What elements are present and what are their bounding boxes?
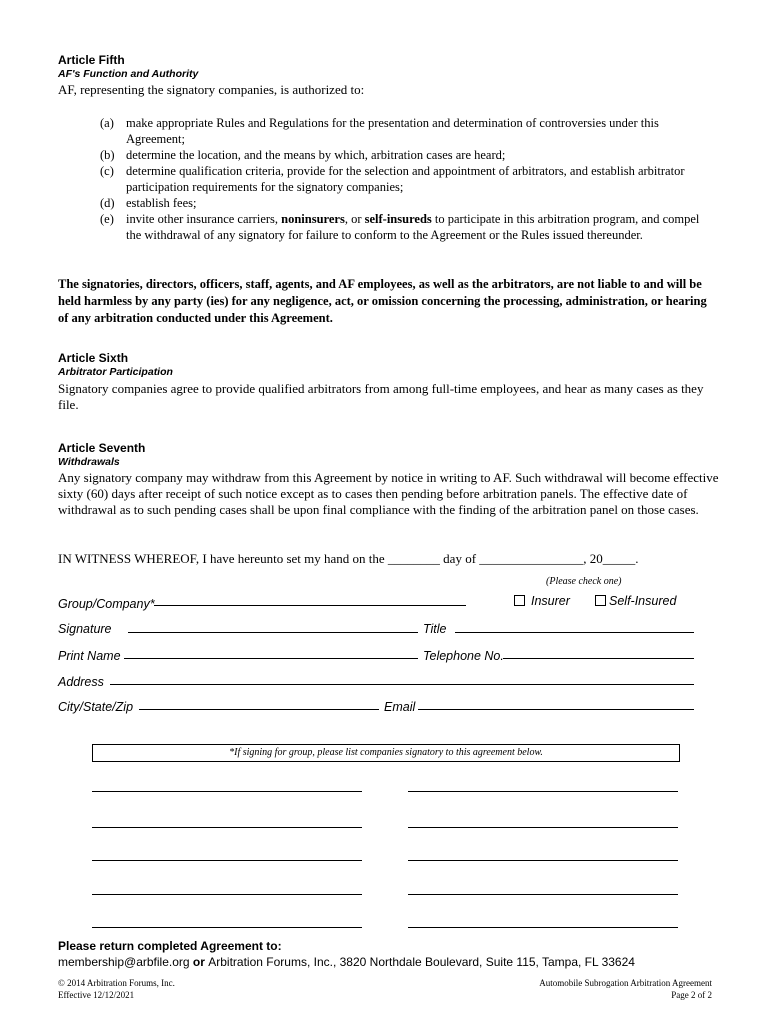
article7-body: Any signatory company may withdraw from this Agreement by notice in writing to AF. Such withdrawal will become effective sixty (60) days after receipt of such notice except as to cases then pending before arbitration panels. The effective date of withdrawal as to such pending cases shall be upon final compliance with the finding of the arbitration panel on those cases. [58, 470, 719, 517]
article6-title: Article Sixth [58, 351, 129, 365]
company-line-left-4[interactable] [92, 894, 362, 895]
company-line-left-5[interactable] [92, 927, 362, 928]
title-field[interactable] [455, 632, 694, 633]
insurer-checkbox[interactable] [514, 595, 525, 606]
company-line-left-3[interactable] [92, 860, 362, 861]
group-company-field[interactable] [154, 605, 466, 606]
title-label: Title [423, 622, 447, 636]
item-label: (a) [100, 116, 114, 130]
item-text: determine qualification criteria, provide for the selection and appointment of arbitrators, and establish arbitrator participation requirements for the signatory companies; [126, 164, 685, 194]
return-email-link[interactable]: membership@arbfile.org [58, 955, 190, 969]
insurer-option[interactable] [514, 594, 570, 608]
self-insured-option[interactable] [595, 594, 676, 608]
city-state-zip-field[interactable] [139, 709, 379, 710]
group-note-text: *If signing for group, please list companies signatory to this agreement below. [229, 747, 543, 758]
company-line-right-4[interactable] [408, 894, 678, 895]
article5-intro: AF, representing the signatory companies, is authorized to: [58, 82, 365, 97]
return-line [58, 955, 635, 969]
liability-statement: The signatories, directors, officers, staff, agents, and AF employees, as well as the arbitrators, are not liable to and will be held harmless by any party (ies) for any negligence, act, or omission concerning the processing, administration, or hearing of any arbitration conducted under this Agreement. [58, 277, 707, 325]
article5-subtitle: AF's Function and Authority [58, 68, 199, 80]
signature-field[interactable] [128, 632, 418, 633]
return-or: or [189, 955, 209, 969]
city-state-zip-label: City/State/Zip [58, 700, 134, 714]
group-note-box [92, 744, 680, 762]
address-field[interactable] [110, 684, 694, 685]
company-line-left-1[interactable] [92, 791, 362, 792]
article5-title: Article Fifth [58, 53, 125, 67]
email-label: Email [384, 700, 416, 714]
company-line-right-3[interactable] [408, 860, 678, 861]
self-insured-checkbox[interactable] [595, 595, 606, 606]
telephone-label: Telephone No. [423, 649, 504, 663]
signature-label: Signature [58, 622, 112, 636]
article6-subtitle: Arbitrator Participation [58, 366, 173, 378]
item-text: invite other insurance carriers, noninsurers, or self-insureds to participate in this arbitration program, and compel the withdrawal of any signatory for failure to conform to the Agreement or the Rules issued thereunder. [126, 212, 700, 242]
footer-right [539, 977, 712, 1001]
item-text: determine the location, and the means by which, arbitration cases are heard; [126, 148, 506, 162]
print-name-label: Print Name [58, 649, 121, 663]
email-field[interactable] [418, 709, 694, 710]
company-line-right-5[interactable] [408, 927, 678, 928]
page-number: Page 2 of 2 [671, 990, 712, 1000]
item-label: (b) [100, 148, 115, 162]
return-heading: Please return completed Agreement to: [58, 939, 282, 953]
copyright: © 2014 Arbitration Forums, Inc. [58, 978, 175, 988]
return-address: Arbitration Forums, Inc., 3820 Northdale Boulevard, Suite 115, Tampa, FL 33624 [208, 955, 635, 969]
item-label: (e) [100, 212, 114, 226]
company-line-right-1[interactable] [408, 791, 678, 792]
company-line-right-2[interactable] [408, 827, 678, 828]
item-label: (c) [100, 164, 114, 178]
self-insured-label: Self-Insured [609, 594, 677, 608]
address-label: Address [58, 675, 104, 689]
effective-date: Effective 12/12/2021 [58, 990, 135, 1000]
telephone-field[interactable] [503, 658, 694, 659]
insurer-label: Insurer [531, 594, 570, 608]
article7-subtitle: Withdrawals [58, 456, 120, 468]
article7-title: Article Seventh [58, 441, 146, 455]
doc-title: Automobile Subrogation Arbitration Agreement [539, 978, 712, 988]
footer-left [58, 977, 175, 1001]
item-label: (d) [100, 196, 115, 210]
article6-body: Signatory companies agree to provide qualified arbitrators from among full-time employees, and hear as many cases as they file. [58, 381, 704, 412]
item-text: establish fees; [126, 196, 197, 210]
check-note: (Please check one) [546, 576, 622, 587]
item-text: make appropriate Rules and Regulations for the presentation and determination of controversies under this Agreement; [126, 116, 659, 146]
group-company-label: Group/Company* [58, 597, 155, 611]
company-line-left-2[interactable] [92, 827, 362, 828]
witness-line: IN WITNESS WHEREOF, I have hereunto set my hand on the ________ day of ________________, 20_____. [58, 551, 639, 566]
print-name-field[interactable] [124, 658, 418, 659]
